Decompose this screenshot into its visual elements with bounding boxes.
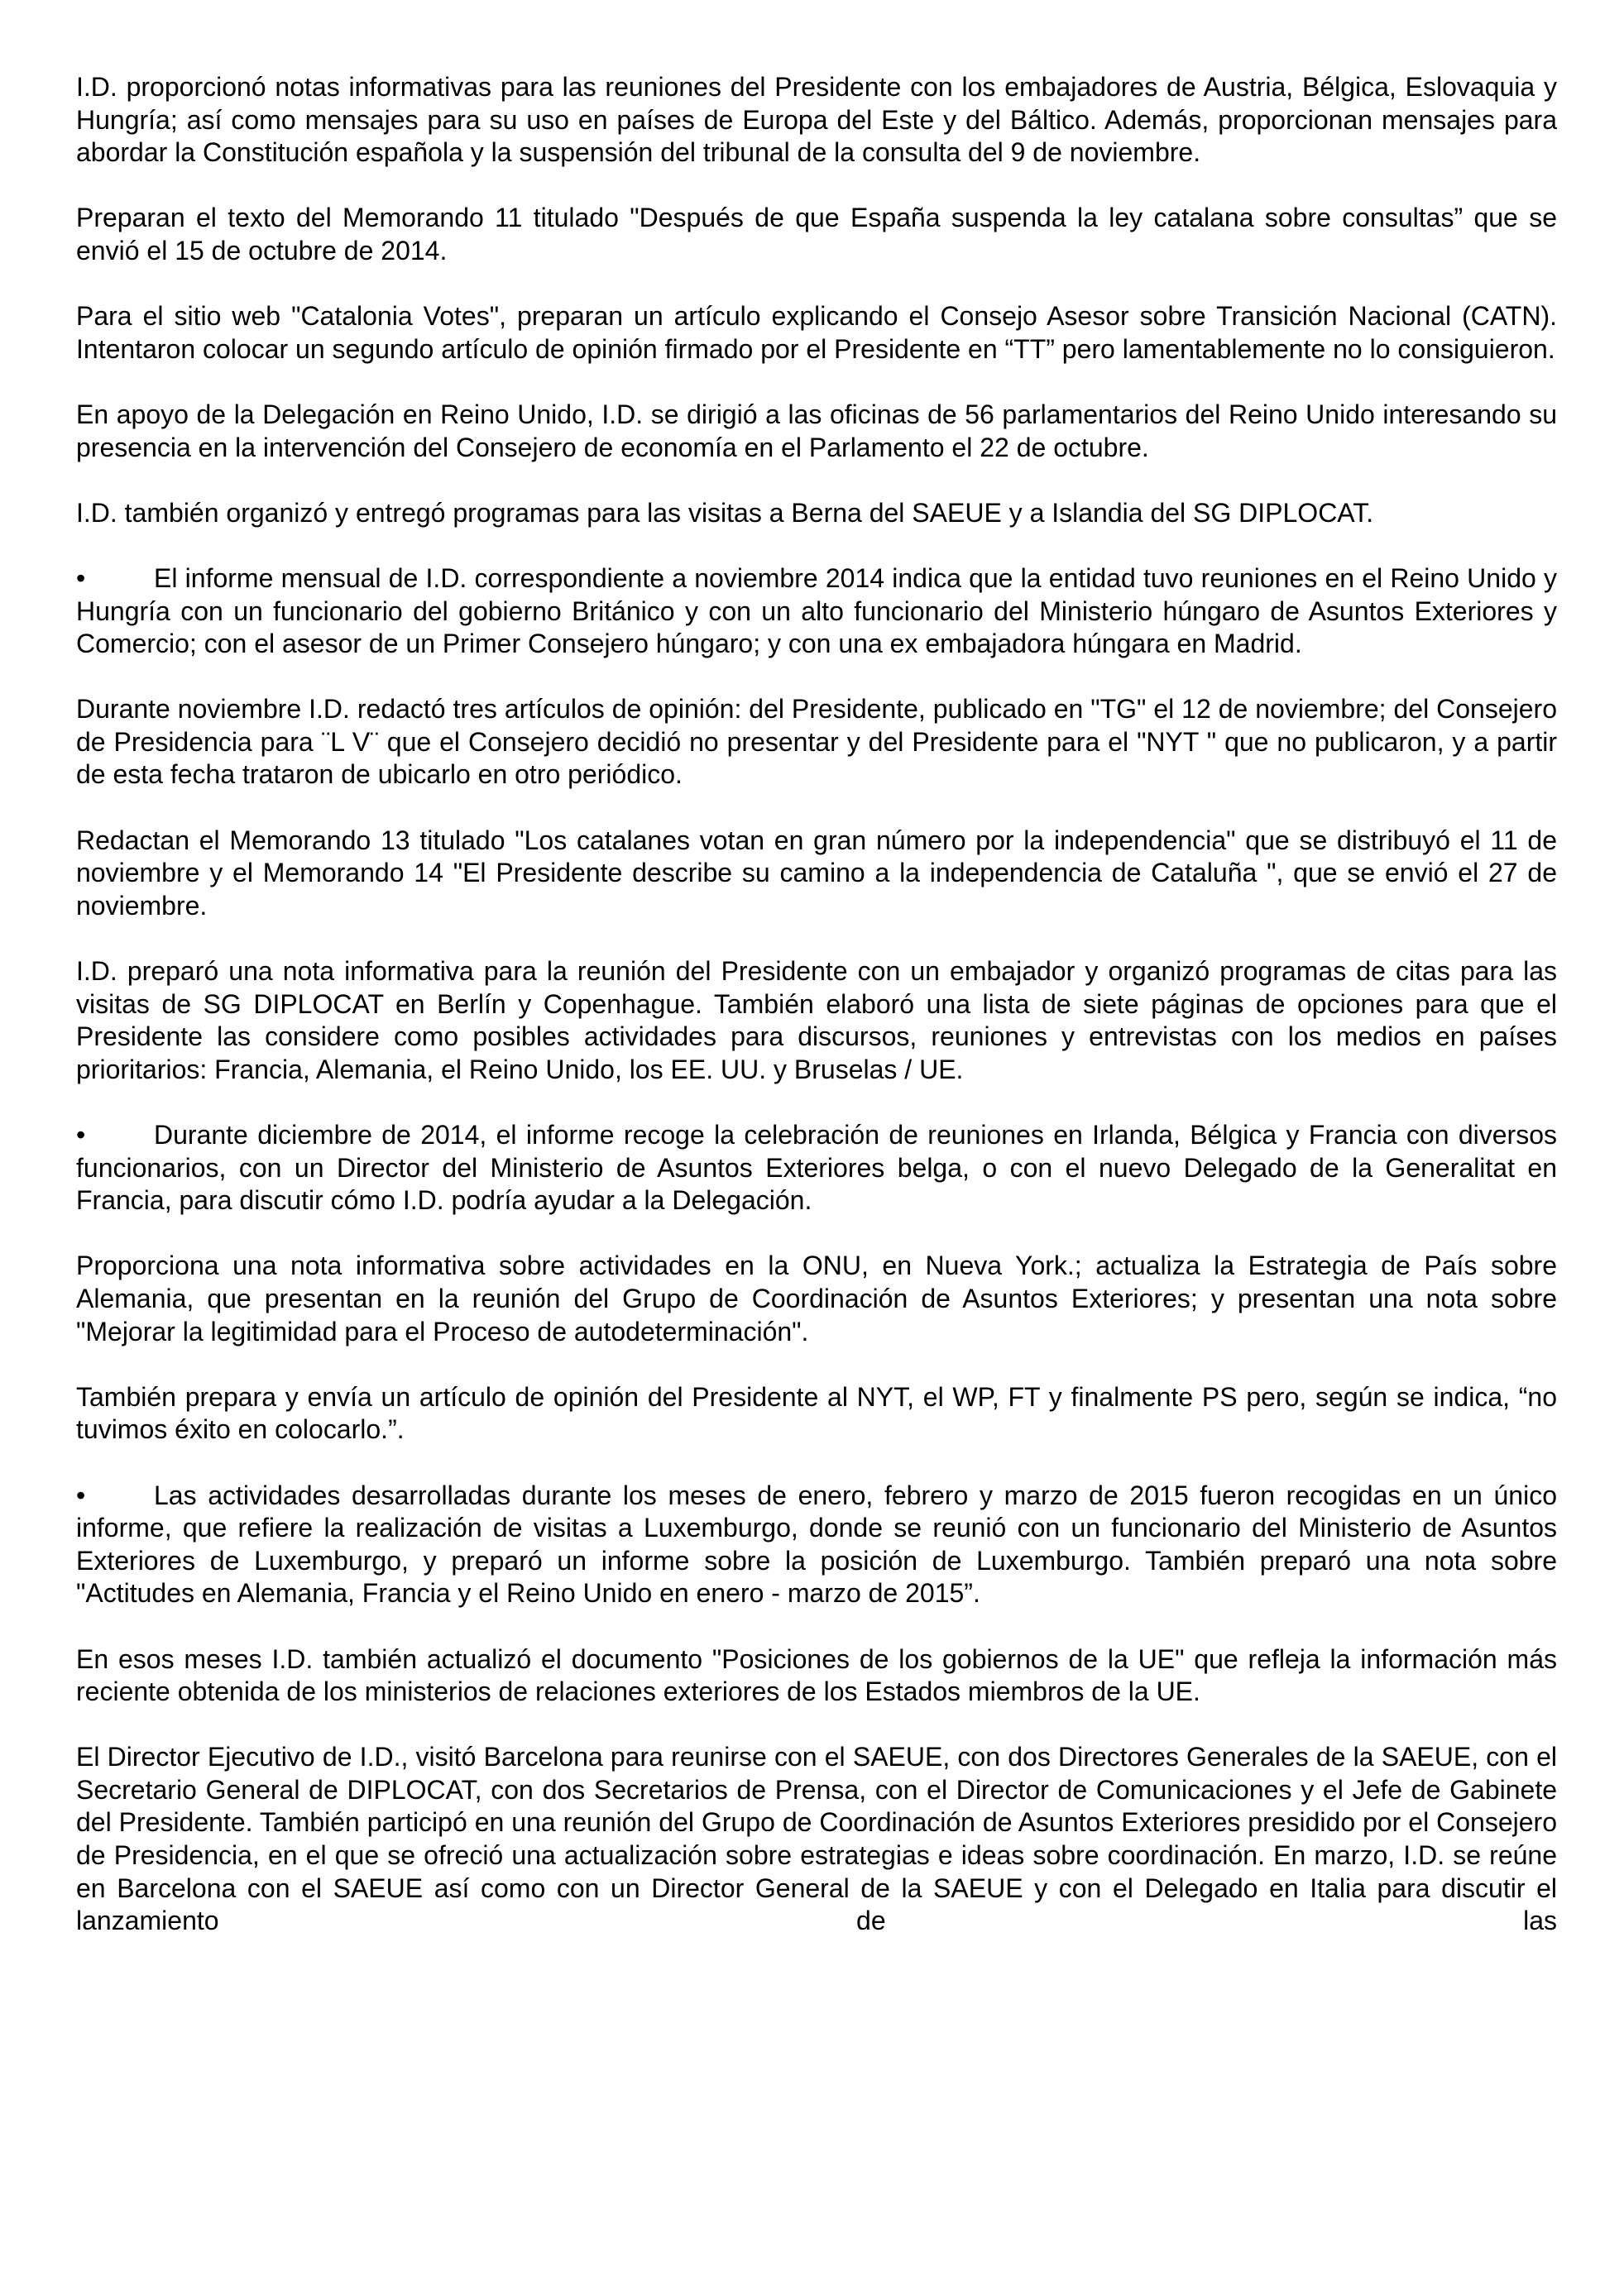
paragraph (76, 1643, 1557, 1709)
paragraph-text: En apoyo de la Delegación en Reino Unido, I.D. se dirigió a las oficinas de 56 parlamentarios del Reino Unido interesando su presencia en la intervención del Consejero de economía en el Parlamento el 22 de octubre. (76, 399, 1557, 462)
paragraph-text: Durante noviembre I.D. redactó tres artículos de opinión: del Presidente, publicado en "TG" el 12 de noviembre; del Consejero de Presidencia para ¨L V¨ que el Consejero decidió no presentar y del Presidente para el "NYT " que no publicaron, y a partir de esta fecha trataron de ubicarlo en otro periódico. (76, 694, 1557, 790)
paragraph-text: Durante diciembre de 2014, el informe recoge la celebración de reuniones en Irlanda, Bélgica y Francia con diversos funcionarios, con un Director del Ministerio de Asuntos Exteriores belga, o con el nuevo Delegado de la Generalitat en Francia, para discutir cómo I.D. podría ayudar a la Delegación. (76, 1120, 1557, 1216)
paragraph (76, 202, 1557, 267)
paragraph (76, 955, 1557, 1086)
paragraph (76, 71, 1557, 170)
bullet-paragraph (76, 1480, 1557, 1610)
bullet-paragraph (76, 562, 1557, 661)
paragraph (76, 1250, 1557, 1348)
paragraph-text: El informe mensual de I.D. correspondiente a noviembre 2014 indica que la entidad tuvo reuniones en el Reino Unido y Hungría con un funcionario del gobierno Británico y con un alto funcionario del Ministerio húngaro de Asuntos Exteriores y Comercio; con el asesor de un Primer Consejero húngaro; y con una ex embajadora húngara en Madrid. (76, 562, 1557, 659)
paragraph-text: Para el sitio web "Catalonia Votes", preparan un artículo explicando el Consejo Asesor sobre Transición Nacional (CATN). Intentaron colocar un segundo artículo de opinión firmado por el Presidente en “TT” pero lamentablemente no lo consiguieron. (76, 301, 1557, 364)
paragraph-text: El Director Ejecutivo de I.D., visitó Barcelona para reunirse con el SAEUE, con dos Directores Generales de la SAEUE, con el Secretario General de DIPLOCAT, con dos Secretarios de Prensa, con el Director de Comunicaciones y el Jefe de Gabinete del Presidente. También participó en una reunión del Grupo de Coordinación de Asuntos Exteriores presidido por el Consejero de Presidencia, en el que se ofreció una actualización sobre estrategias e ideas sobre coordinación. En marzo, I.D. se reúne en Barcelona con el SAEUE así como con un Director General de la SAEUE y con el Delegado en Italia para discutir el lanzamiento de las (76, 1742, 1557, 1936)
paragraph-text: En esos meses I.D. también actualizó el documento "Posiciones de los gobiernos de la UE" que refleja la información más reciente obtenida de los ministerios de relaciones exteriores de los Estados miembros de la UE. (76, 1643, 1557, 1707)
paragraph-text: Las actividades desarrolladas durante los meses de enero, febrero y marzo de 2015 fueron recogidas en un único informe, que refiere la realización de visitas a Luxemburgo, donde se reunió con un funcionario del Ministerio de Asuntos Exteriores de Luxemburgo, y preparó un informe sobre la posición de Luxemburgo. También preparó una nota sobre "Actitudes en Alemania, Francia y el Reino Unido en enero - marzo de 2015”. (76, 1480, 1557, 1609)
paragraph-text: I.D. preparó una nota informativa para la reunión del Presidente con un embajador y organizó programas de citas para las visitas de SG DIPLOCAT en Berlín y Copenhague. También elaboró una lista de siete páginas de opciones para que el Presidente las considere como posibles actividades para discursos, reuniones y entrevistas con los medios en países prioritarios: Francia, Alemania, el Reino Unido, los EE. UU. y Bruselas / UE. (76, 956, 1557, 1084)
paragraph (76, 825, 1557, 923)
paragraph-text: I.D. también organizó y entregó programas para las visitas a Berna del SAEUE y a Islandia del SG DIPLOCAT. (76, 497, 1374, 528)
paragraph (76, 497, 1557, 530)
paragraph (76, 1381, 1557, 1447)
document-page (76, 71, 1557, 1970)
bullet-icon: • (76, 1120, 86, 1150)
paragraph (76, 399, 1557, 464)
paragraph-text: I.D. proporcionó notas informativas para las reuniones del Presidente con los embajadores de Austria, Bélgica, Eslovaquia y Hungría; así como mensajes para su uso en países de Europa del Este y del Báltico. Además, proporcionan mensajes para abordar la Constitución española y la suspensión del tribunal de la consulta del 9 de noviembre. (76, 72, 1557, 168)
paragraph (76, 300, 1557, 366)
paragraph-text: Redactan el Memorando 13 titulado "Los catalanes votan en gran número por la independencia" que se distribuyó el 11 de noviembre y el Memorando 14 "El Presidente describe su camino a la independencia de Cataluña ", que se envió el 27 de noviembre. (76, 825, 1557, 921)
paragraph (76, 693, 1557, 792)
paragraph-text: Preparan el texto del Memorando 11 titulado "Después de que España suspenda la ley catalana sobre consultas” que se envió el 15 de octubre de 2014. (76, 203, 1557, 265)
bullet-icon: • (76, 562, 86, 593)
bullet-paragraph (76, 1119, 1557, 1217)
paragraph (76, 1741, 1557, 1938)
bullet-icon: • (76, 1480, 86, 1510)
paragraph-text: También prepara y envía un artículo de opinión del Presidente al NYT, el WP, FT y finalmente PS pero, según se indica, “no tuvimos éxito en colocarlo.”. (76, 1381, 1557, 1445)
paragraph-text: Proporciona una nota informativa sobre actividades en la ONU, en Nueva York.; actualiza la Estrategia de País sobre Alemania, que presentan en la reunión del Grupo de Coordinación de Asuntos Exteriores; y presentan una nota sobre "Mejorar la legitimidad para el Proceso de autodeterminación". (76, 1251, 1557, 1347)
